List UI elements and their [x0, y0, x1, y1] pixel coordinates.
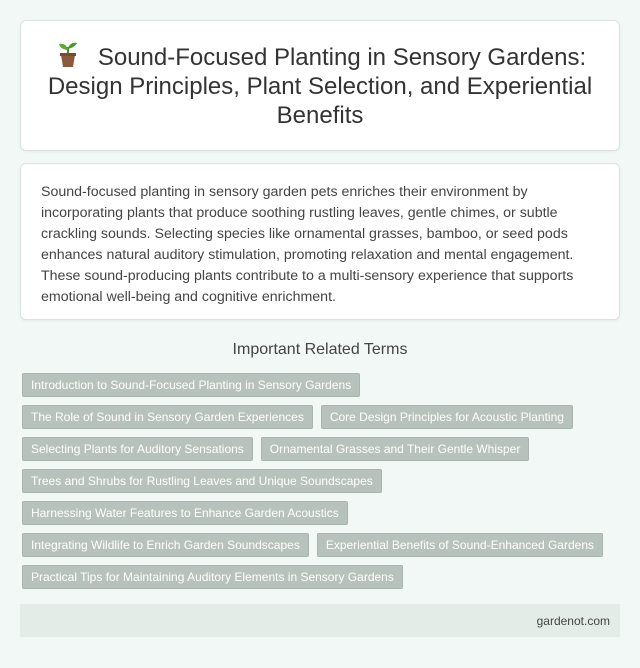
tag-row	[22, 437, 622, 461]
tag-row	[22, 533, 622, 557]
related-term-tag[interactable]: The Role of Sound in Sensory Garden Experiences	[22, 405, 313, 429]
related-term-tag[interactable]: Ornamental Grasses and Their Gentle Whisper	[261, 437, 530, 461]
tag-row	[22, 501, 622, 525]
page-title	[41, 42, 599, 130]
intro-text: Sound-focused planting in sensory garden pets enriches their environment by incorporating plants that produce soothing rustling leaves, gentle chimes, or subtle crackling sounds. Selecting species like ornamental grasses, bamboo, or seed pods enhances natural auditory stimulation, promoting relaxation and mental engagement. These sound-producing plants contribute to a multi-sensory experience that supports emotional well-being and cognitive enrichment.	[41, 184, 574, 305]
related-terms-list	[22, 373, 622, 597]
footer-site-link[interactable]: gardenot.com	[536, 613, 610, 628]
related-term-tag[interactable]: Introduction to Sound-Focused Planting in Sensory Gardens	[22, 373, 360, 397]
related-terms-heading: Important Related Terms	[232, 341, 408, 358]
related-term-tag[interactable]: Harnessing Water Features to Enhance Garden Acoustics	[22, 501, 348, 525]
related-term-tag[interactable]: Selecting Plants for Auditory Sensations	[22, 437, 253, 461]
tag-row	[22, 469, 622, 493]
title-card	[20, 20, 620, 151]
related-term-tag[interactable]: Trees and Shrubs for Rustling Leaves and Unique Soundscapes	[22, 469, 382, 493]
related-term-tag[interactable]: Practical Tips for Maintaining Auditory Elements in Sensory Gardens	[22, 565, 403, 589]
tag-row	[22, 373, 622, 397]
footer	[20, 604, 620, 637]
tag-row	[22, 405, 622, 429]
related-term-tag[interactable]: Integrating Wildlife to Enrich Garden Soundscapes	[22, 533, 309, 557]
page-title-text: Sound-Focused Planting in Sensory Gardens: Design Principles, Plant Selection, and Experiential Benefits	[47, 43, 593, 129]
related-term-tag[interactable]: Core Design Principles for Acoustic Planting	[321, 405, 573, 429]
intro-card	[20, 163, 620, 320]
sprout-icon	[54, 42, 82, 68]
tag-row	[22, 565, 622, 589]
related-term-tag[interactable]: Experiential Benefits of Sound-Enhanced Gardens	[317, 533, 603, 557]
